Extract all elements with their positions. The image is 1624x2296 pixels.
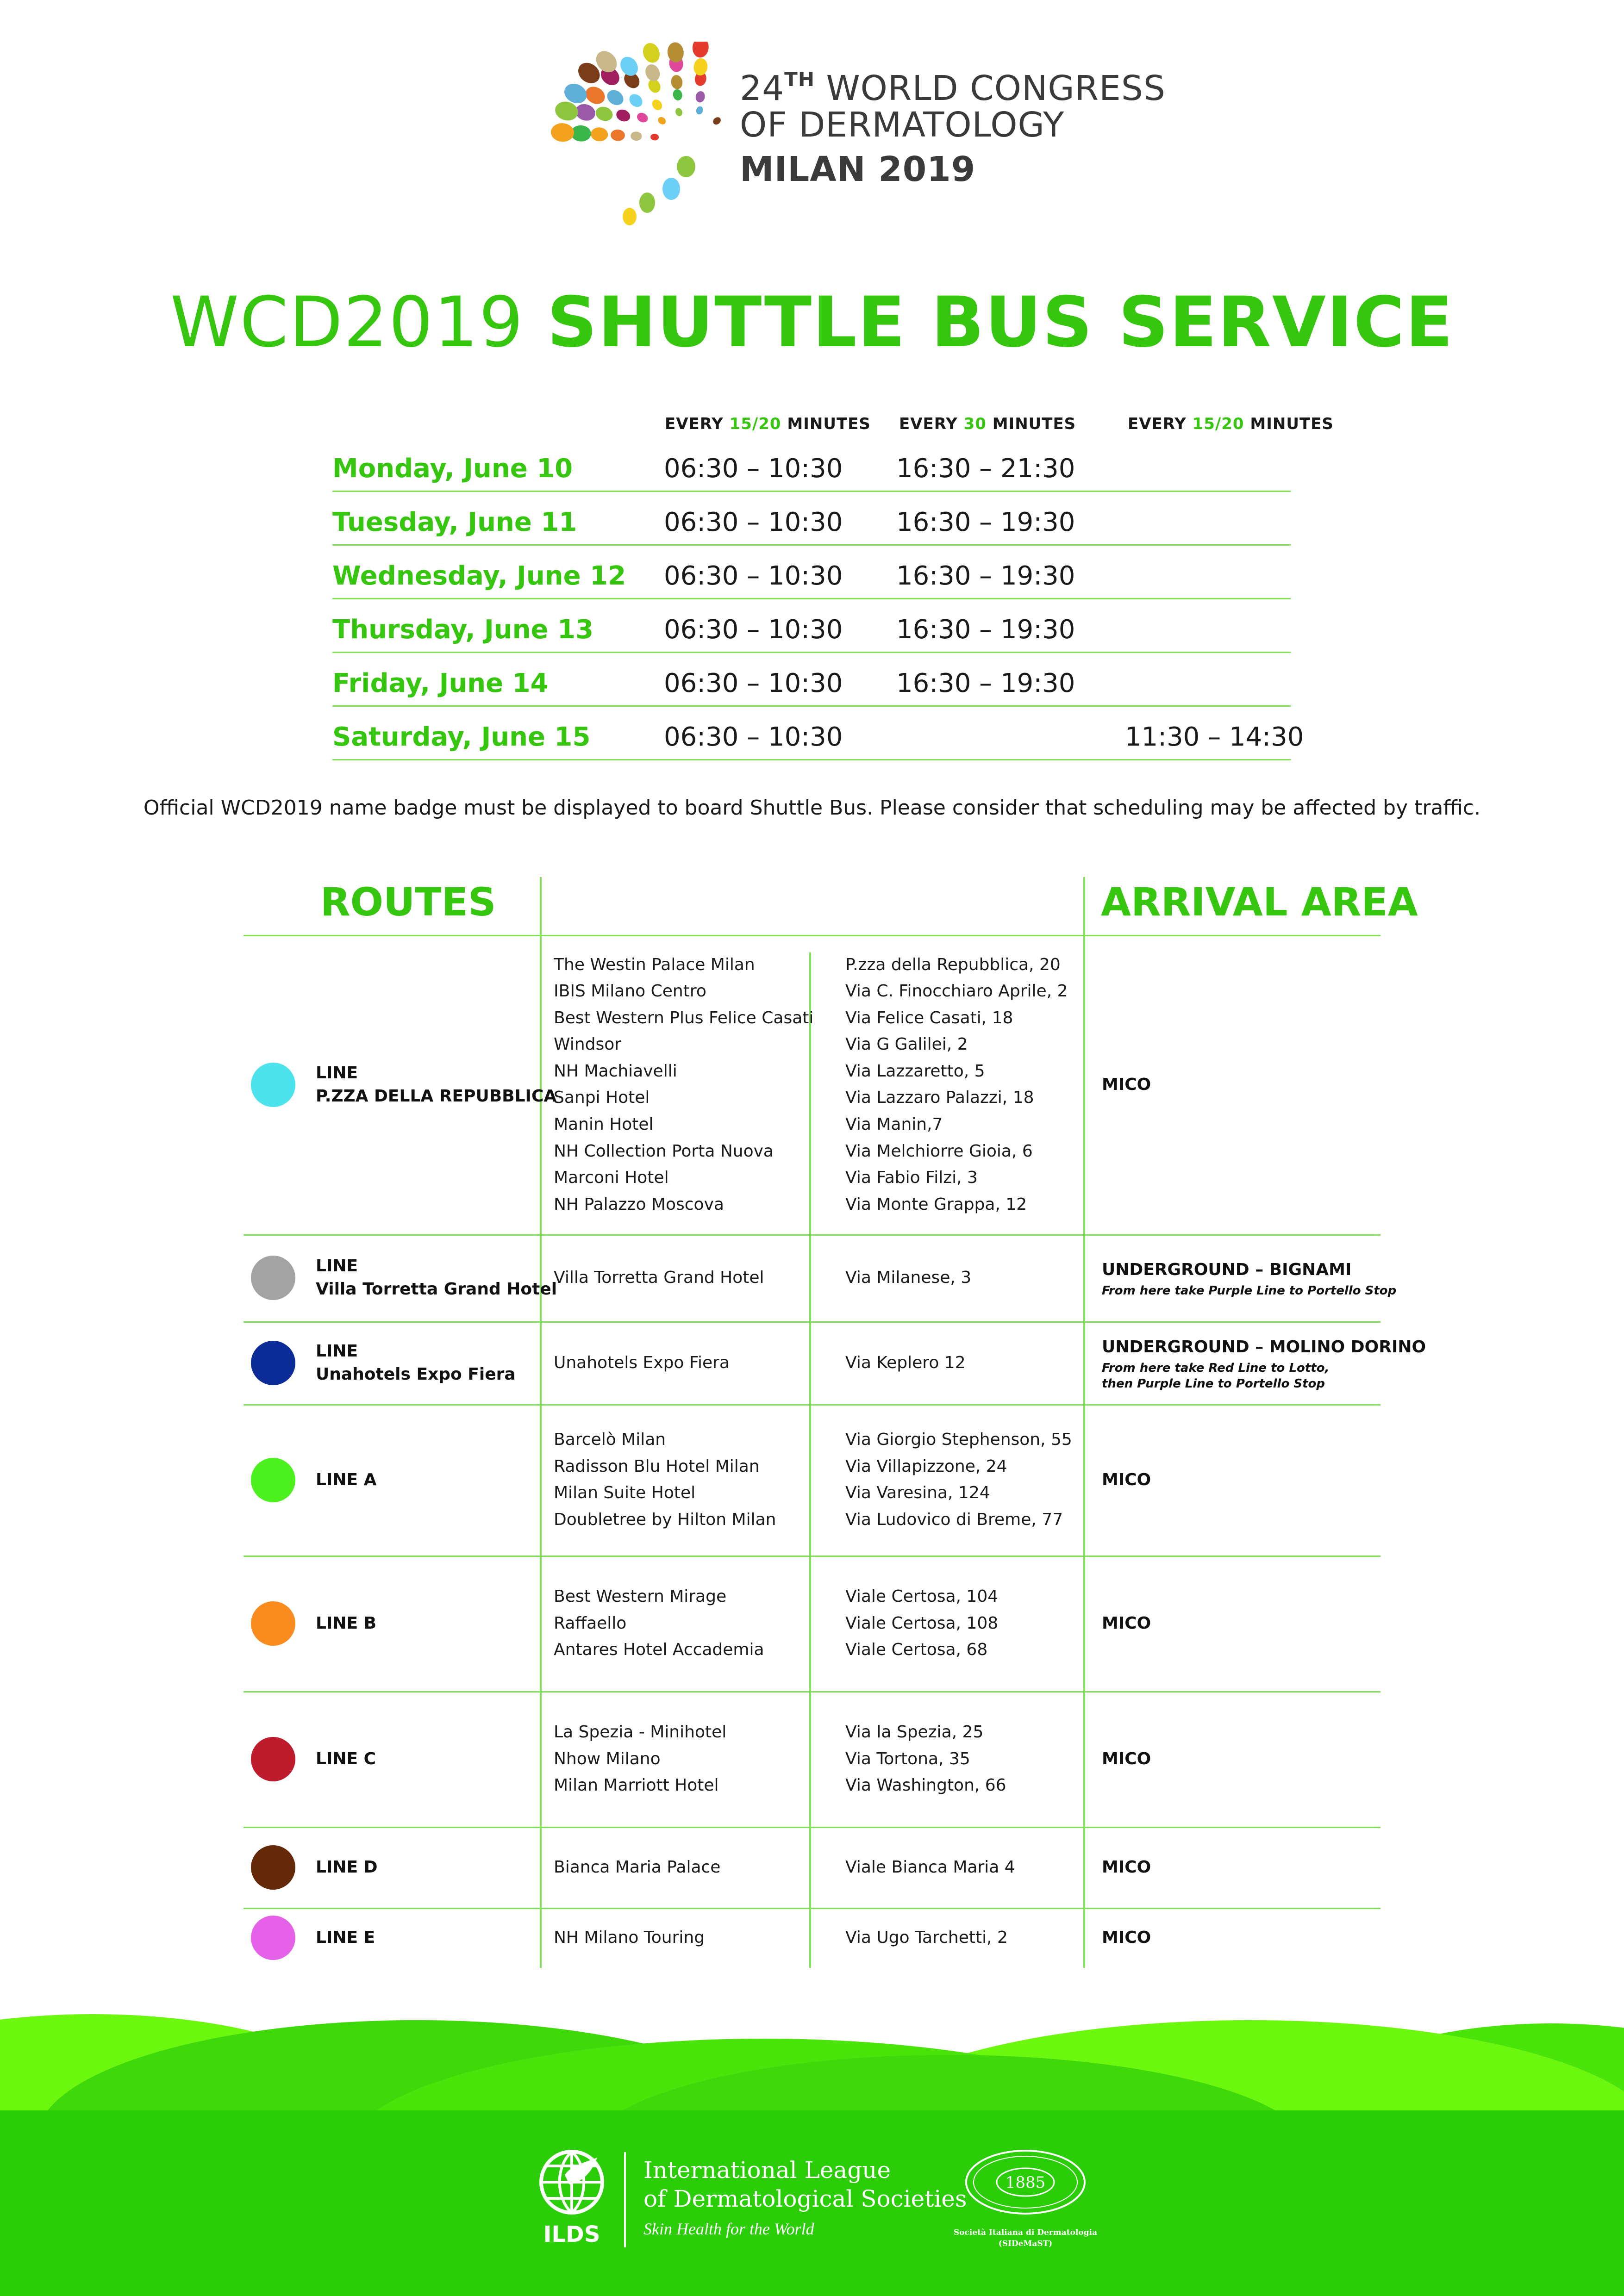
ilds-tagline: Skin Health for the World bbox=[643, 2220, 814, 2238]
schedule-slot-2: 16:30 – 21:30 bbox=[896, 454, 1075, 484]
hotel-name: La Spezia - Minihotel bbox=[554, 1723, 727, 1742]
hotel-name: Raffaello bbox=[554, 1613, 627, 1633]
logo-dot bbox=[692, 42, 710, 58]
route-color-dot bbox=[251, 1845, 295, 1890]
hotel-name: NH Milano Touring bbox=[554, 1928, 705, 1948]
route-color-dot bbox=[251, 1063, 295, 1107]
route-line-label-text: LINE bbox=[316, 1257, 358, 1276]
hotel-name: Antares Hotel Accademia bbox=[554, 1640, 764, 1660]
arrival-note: From here take Red Line to Lotto, bbox=[1102, 1361, 1330, 1375]
route-line-label-text: LINE E bbox=[316, 1928, 375, 1947]
arrival-area: MICO bbox=[1102, 1749, 1151, 1768]
schedule-row bbox=[332, 437, 1291, 492]
logo-dot bbox=[550, 123, 575, 143]
logo-dot bbox=[640, 42, 662, 65]
routes-header: ROUTES bbox=[320, 879, 496, 925]
arrival-area: MICO bbox=[1102, 1928, 1151, 1947]
hotel-address: Via Lazzaretto, 5 bbox=[845, 1061, 985, 1081]
hotel-name: Windsor bbox=[554, 1035, 622, 1054]
routes-row-divider bbox=[244, 1404, 1380, 1406]
schedule-day: Saturday, June 15 bbox=[332, 722, 591, 752]
logo-dot bbox=[662, 178, 680, 200]
route-address-list bbox=[845, 952, 1068, 1218]
route-line-label-text: LINE A bbox=[316, 1470, 377, 1489]
hotel-address: Via Washington, 66 bbox=[845, 1776, 1006, 1795]
routes-row-divider bbox=[244, 1556, 1380, 1557]
hotel-address: Viale Certosa, 108 bbox=[845, 1613, 999, 1633]
hotel-address: Viale Certosa, 104 bbox=[845, 1587, 999, 1606]
logo-dot bbox=[614, 107, 632, 124]
schedule-slot-3: 11:30 – 14:30 bbox=[1125, 722, 1304, 752]
hotel-name: Best Western Plus Felice Casati bbox=[554, 1008, 814, 1027]
ilds-abbreviation: ILDS bbox=[543, 2221, 600, 2247]
logo-dot bbox=[590, 127, 608, 142]
logo-dot bbox=[639, 193, 655, 213]
schedule-slot-2: 16:30 – 19:30 bbox=[896, 668, 1075, 698]
schedule-row bbox=[332, 491, 1291, 546]
badge-notice: Official WCD2019 name badge must be displayed to board Shuttle Bus. Please consider that scheduling may be affected by traffic. bbox=[143, 796, 1481, 820]
schedule-day: Friday, June 14 bbox=[332, 668, 549, 698]
schedule-slot-1: 06:30 – 10:30 bbox=[664, 561, 843, 591]
arrival-area: MICO bbox=[1102, 1470, 1151, 1489]
hotel-address: Via Milanese, 3 bbox=[845, 1268, 972, 1288]
hotel-name: Sanpi Hotel bbox=[554, 1088, 650, 1108]
logo-dot bbox=[650, 133, 659, 141]
ilds-globe-icon bbox=[537, 2147, 606, 2217]
logo-dot bbox=[635, 111, 650, 124]
frequency-header-2: EVERY 30 MINUTES bbox=[899, 415, 1076, 433]
route-address-list bbox=[845, 1264, 971, 1291]
route-line-label-text: LINE bbox=[316, 1063, 358, 1083]
route-hotel-list bbox=[554, 1583, 764, 1663]
route-line-label-text: LINE bbox=[316, 1341, 358, 1361]
schedule-slot-1: 06:30 – 10:30 bbox=[664, 668, 843, 698]
route-line-label bbox=[316, 1856, 377, 1879]
route-line-label bbox=[316, 1748, 376, 1771]
arrival-note: From here take Purple Line to Portello Stop bbox=[1102, 1284, 1397, 1298]
logo-dot bbox=[712, 116, 722, 126]
footer-divider bbox=[624, 2152, 626, 2247]
hotel-address: Via Manin,7 bbox=[845, 1115, 943, 1134]
route-color-dot bbox=[251, 1341, 295, 1385]
logo-dot bbox=[617, 53, 641, 79]
route-color-dot bbox=[251, 1916, 295, 1960]
hotel-name: Radisson Blu Hotel Milan bbox=[554, 1456, 760, 1476]
frequency-header-3: EVERY 15/20 MINUTES bbox=[1128, 415, 1334, 433]
hotel-name: Doubletree by Hilton Milan bbox=[554, 1510, 776, 1530]
decorative-hills bbox=[0, 1999, 1624, 2116]
schedule-row bbox=[332, 652, 1291, 707]
route-address-list bbox=[845, 1924, 1008, 1951]
schedule-day: Wednesday, June 12 bbox=[332, 561, 626, 591]
schedule-row bbox=[332, 705, 1304, 760]
arrival-area: UNDERGROUND – BIGNAMI bbox=[1102, 1260, 1352, 1279]
hotel-address: Via Lazzaro Palazzi, 18 bbox=[845, 1088, 1034, 1108]
hotel-address: Via Ludovico di Breme, 77 bbox=[845, 1510, 1063, 1530]
schedule-day: Thursday, June 13 bbox=[332, 615, 593, 645]
logo-dot bbox=[695, 106, 704, 115]
logo-dot bbox=[604, 87, 626, 108]
hotel-name: Milan Marriott Hotel bbox=[554, 1776, 719, 1795]
routes-row-divider bbox=[244, 1234, 1380, 1236]
schedule-slot-1: 06:30 – 10:30 bbox=[664, 454, 843, 484]
route-hotel-list bbox=[554, 1350, 730, 1376]
routes-row-divider bbox=[244, 935, 1380, 936]
schedule-day: Tuesday, June 11 bbox=[332, 507, 577, 537]
congress-title-line-1: 24TH WORLD CONGRESS bbox=[740, 68, 1166, 108]
hotel-address: Via G Galilei, 2 bbox=[845, 1035, 968, 1054]
route-line-label bbox=[316, 1468, 376, 1492]
route-line-label-text: Unahotels Expo Fiera bbox=[316, 1364, 516, 1384]
page-title: WCD2019 SHUTTLE BUS SERVICE bbox=[170, 282, 1454, 363]
arrival-area: UNDERGROUND – MOLINO DORINO bbox=[1102, 1337, 1426, 1356]
schedule-day: Monday, June 10 bbox=[332, 454, 573, 484]
routes-row-divider bbox=[244, 1908, 1380, 1909]
logo-dot bbox=[630, 131, 642, 141]
hotel-name: The Westin Palace Milan bbox=[554, 955, 755, 974]
route-hotel-list bbox=[554, 952, 813, 1218]
route-line-label-text: LINE C bbox=[316, 1749, 376, 1768]
logo-dot bbox=[670, 74, 684, 90]
route-address-list bbox=[845, 1350, 966, 1376]
logo-dot bbox=[677, 156, 695, 177]
hotel-address: Via Melchiorre Gioia, 6 bbox=[845, 1141, 1033, 1161]
hotel-name: IBIS Milano Centro bbox=[554, 982, 706, 1001]
hotel-address: Via Varesina, 124 bbox=[845, 1483, 990, 1503]
arrival-area: MICO bbox=[1102, 1075, 1151, 1094]
frequency-header-1: EVERY 15/20 MINUTES bbox=[665, 415, 871, 433]
hotel-name: Best Western Mirage bbox=[554, 1587, 727, 1606]
hotel-name: NH Machiavelli bbox=[554, 1061, 677, 1081]
congress-title-line-3: MILAN 2019 bbox=[740, 149, 976, 189]
logo-dot bbox=[656, 116, 667, 126]
hotel-address: Viale Bianca Maria 4 bbox=[845, 1857, 1015, 1877]
logo-dot bbox=[650, 98, 664, 112]
schedule-slot-1: 06:30 – 10:30 bbox=[664, 722, 843, 752]
route-line-label-text: Villa Torretta Grand Hotel bbox=[316, 1280, 557, 1299]
route-color-dot bbox=[251, 1256, 295, 1300]
logo-dot bbox=[594, 105, 615, 123]
hotel-name: Unahotels Expo Fiera bbox=[554, 1353, 730, 1372]
route-line-label bbox=[316, 1340, 516, 1386]
route-line-label bbox=[316, 1255, 557, 1301]
logo-dot bbox=[672, 88, 683, 101]
sidemast-seal-icon bbox=[963, 2147, 1088, 2217]
route-line-label-text: P.ZZA DELLA REPUBBLICA bbox=[316, 1086, 557, 1106]
hotel-address: Via Monte Grappa, 12 bbox=[845, 1195, 1027, 1214]
arrival-area: MICO bbox=[1102, 1857, 1151, 1877]
route-address-list bbox=[845, 1426, 1072, 1533]
hotel-name: Milan Suite Hotel bbox=[554, 1483, 696, 1503]
schedule-slot-2: 16:30 – 19:30 bbox=[896, 561, 1075, 591]
logo-dot bbox=[623, 208, 637, 225]
ilds-name-line-2: of Dermatological Societies bbox=[643, 2185, 967, 2212]
schedule-row bbox=[332, 544, 1291, 599]
schedule-slot-1: 06:30 – 10:30 bbox=[664, 615, 843, 645]
sidemast-name: Società Italiana di Dermatologia bbox=[953, 2228, 1098, 2237]
route-hotel-list bbox=[554, 1854, 720, 1881]
hotel-name: Villa Torretta Grand Hotel bbox=[554, 1268, 764, 1288]
hotel-address: Via C. Finocchiaro Aprile, 2 bbox=[845, 982, 1068, 1001]
routes-column-divider bbox=[540, 877, 542, 1968]
hotel-name: Nhow Milano bbox=[554, 1749, 661, 1768]
hotel-address: Viale Certosa, 68 bbox=[845, 1640, 988, 1660]
hotel-address: Via Tortona, 35 bbox=[845, 1749, 970, 1768]
route-hotel-list bbox=[554, 1924, 705, 1951]
arrival-note: then Purple Line to Portello Stop bbox=[1102, 1376, 1325, 1391]
hotel-address: Via la Spezia, 25 bbox=[845, 1723, 984, 1742]
hotel-address: Via Fabio Filzi, 3 bbox=[845, 1168, 978, 1188]
hotel-name: Marconi Hotel bbox=[554, 1168, 669, 1188]
ilds-name-line-1: International League bbox=[643, 2157, 891, 2184]
hotel-name: NH Palazzo Moscova bbox=[554, 1195, 724, 1214]
routes-row-divider bbox=[244, 1827, 1380, 1828]
route-color-dot bbox=[251, 1601, 295, 1646]
hotel-address: Via Ugo Tarchetti, 2 bbox=[845, 1928, 1008, 1948]
arrival-area-header: ARRIVAL AREA bbox=[1101, 879, 1418, 925]
logo-dot bbox=[643, 62, 662, 83]
route-line-label bbox=[316, 1062, 556, 1108]
route-line-label-text: LINE B bbox=[316, 1613, 377, 1633]
schedule-slot-2: 16:30 – 19:30 bbox=[896, 615, 1075, 645]
route-address-list bbox=[845, 1854, 1015, 1881]
logo-dot bbox=[610, 129, 625, 142]
hotel-address: Via Villapizzone, 24 bbox=[845, 1456, 1007, 1476]
routes-column-divider bbox=[1083, 877, 1085, 1968]
hotel-name: Barcelò Milan bbox=[554, 1430, 666, 1450]
hotel-name: Manin Hotel bbox=[554, 1115, 654, 1134]
hotel-address: P.zza della Repubblica, 20 bbox=[845, 955, 1061, 974]
schedule-row bbox=[332, 598, 1291, 653]
route-line-label-text: LINE D bbox=[316, 1857, 378, 1877]
hotel-name: NH Collection Porta Nuova bbox=[554, 1141, 774, 1161]
route-line-label bbox=[316, 1612, 376, 1635]
route-hotel-list bbox=[554, 1426, 776, 1533]
hotel-address: Via Keplero 12 bbox=[845, 1353, 966, 1372]
schedule-slot-1: 06:30 – 10:30 bbox=[664, 507, 843, 537]
arrival-area: MICO bbox=[1102, 1613, 1151, 1633]
route-address-list bbox=[845, 1583, 998, 1663]
logo-dot bbox=[693, 57, 708, 76]
route-line-label bbox=[316, 1926, 375, 1949]
routes-row-divider bbox=[244, 1691, 1380, 1692]
congress-title-line-2: OF DERMATOLOGY bbox=[740, 105, 1065, 145]
sidemast-year: 1885 bbox=[1005, 2173, 1046, 2192]
route-color-dot bbox=[251, 1458, 295, 1502]
logo-dot bbox=[695, 90, 706, 103]
route-hotel-list bbox=[554, 1719, 726, 1799]
hotel-address: Via Felice Casati, 18 bbox=[845, 1008, 1013, 1027]
route-color-dot bbox=[251, 1737, 295, 1781]
route-hotel-list bbox=[554, 1264, 764, 1291]
schedule-slot-2: 16:30 – 19:30 bbox=[896, 507, 1075, 537]
hotel-name: Bianca Maria Palace bbox=[554, 1857, 721, 1877]
congress-logo bbox=[537, 42, 722, 236]
sidemast-abbr: (SIDeMaST) bbox=[998, 2239, 1053, 2248]
logo-dot bbox=[675, 107, 683, 117]
logo-dot bbox=[627, 92, 645, 110]
hotel-address: Via Giorgio Stephenson, 55 bbox=[845, 1430, 1072, 1450]
routes-row-divider bbox=[244, 1321, 1380, 1323]
route-address-list bbox=[845, 1719, 1006, 1799]
